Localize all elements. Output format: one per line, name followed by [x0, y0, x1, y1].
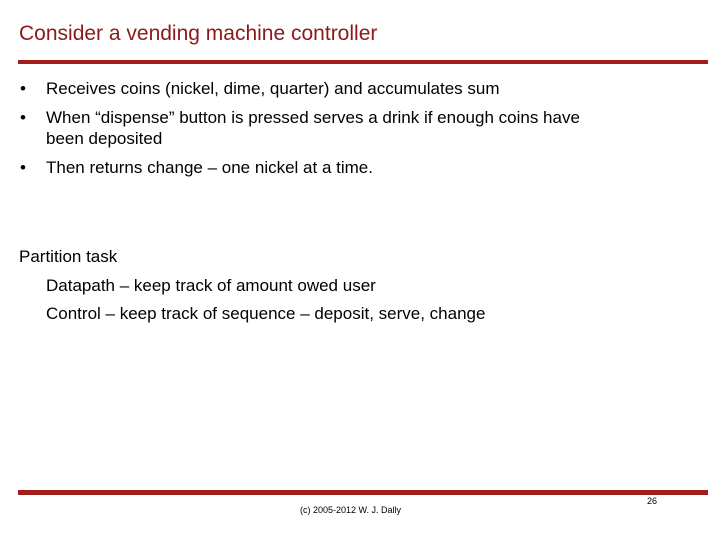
bullet-text: When “dispense” button is pressed serves a drink if enough coins have — [46, 108, 580, 127]
bullet-marker: • — [20, 79, 26, 98]
bullet-item — [20, 105, 700, 151]
bullet-list — [20, 76, 700, 184]
bullet-text-continuation: been deposited — [46, 129, 163, 148]
title-divider — [18, 60, 708, 64]
bullet-marker: • — [20, 108, 26, 127]
bullet-item — [20, 76, 700, 101]
bullet-text: Receives coins (nickel, dime, quarter) and accumulates sum — [46, 79, 500, 98]
bullet-item — [20, 155, 700, 180]
slide-title: Consider a vending machine controller — [19, 22, 378, 45]
partition-item-control: Control – keep track of sequence – deposit, serve, change — [46, 304, 486, 323]
bullet-marker: • — [20, 158, 26, 177]
footer-divider — [18, 490, 708, 495]
partition-heading: Partition task — [19, 247, 118, 266]
footer-copyright: (c) 2005-2012 W. J. Dally — [300, 505, 402, 515]
bullet-text: Then returns change – one nickel at a time. — [46, 158, 373, 177]
partition-item-datapath: Datapath – keep track of amount owed user — [46, 275, 376, 295]
partition-section — [19, 243, 485, 329]
page-number: 26 — [647, 496, 658, 506]
